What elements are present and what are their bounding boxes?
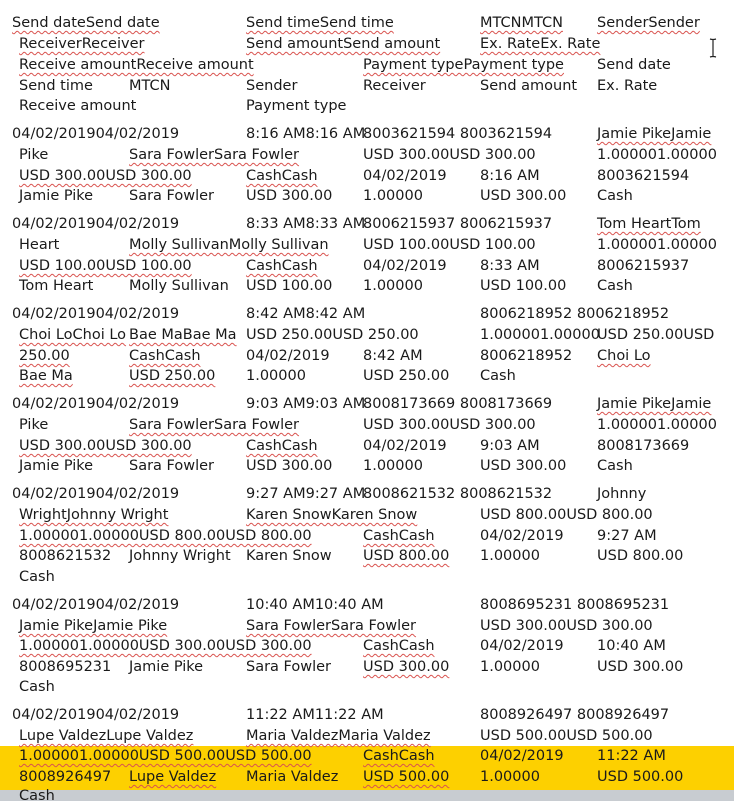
record-text: 04/02/201904/02/2019 bbox=[12, 486, 180, 502]
record-text: 1.000001.00000 bbox=[597, 417, 717, 433]
record-text: Pike bbox=[19, 417, 49, 433]
record-line bbox=[0, 657, 734, 678]
record-text: 9:03 AM bbox=[480, 438, 540, 454]
record-text: Jamie PikeJamie bbox=[597, 126, 712, 142]
record-text: CashCash bbox=[363, 748, 435, 764]
header-line bbox=[0, 76, 734, 97]
record-line bbox=[0, 436, 734, 457]
record-text: USD 250.00 bbox=[363, 368, 450, 384]
record-text: 8008173669 bbox=[597, 438, 690, 454]
record-text: Choi Lo bbox=[597, 348, 651, 364]
record-text: 8003621594 8003621594 bbox=[363, 126, 553, 142]
record-text: USD 800.00 bbox=[363, 548, 450, 564]
record-line bbox=[0, 256, 734, 277]
record-text: 04/02/201904/02/2019 bbox=[12, 126, 180, 142]
record-text: 10:40 AM10:40 AM bbox=[246, 597, 384, 613]
record-line bbox=[0, 166, 734, 187]
header-text: Receiver bbox=[363, 78, 426, 94]
record-text: 11:22 AM11:22 AM bbox=[246, 707, 384, 723]
record-text: USD 500.00 bbox=[363, 769, 450, 785]
record-line bbox=[0, 595, 734, 616]
record-text: Cash bbox=[597, 188, 633, 204]
record-line bbox=[0, 546, 734, 567]
record-line bbox=[0, 145, 734, 166]
record-text: USD 300.00 bbox=[246, 188, 333, 204]
header-text: Send date bbox=[597, 57, 671, 73]
record-line bbox=[0, 505, 734, 526]
record-text: USD 500.00USD 500.00 bbox=[480, 728, 653, 744]
record-text: 8006215937 bbox=[597, 258, 690, 274]
record-line bbox=[0, 567, 734, 588]
record-line bbox=[0, 304, 734, 325]
record-text: 04/02/2019 bbox=[363, 168, 447, 184]
record-text: Karen Snow bbox=[246, 548, 332, 564]
header-text: Send time bbox=[19, 78, 93, 94]
record-line bbox=[0, 276, 734, 297]
record-text: CashCash bbox=[246, 168, 318, 184]
record-text: 10:40 AM bbox=[597, 638, 666, 654]
record-text: USD 100.00USD 100.00 bbox=[19, 258, 192, 274]
record-text: Sara FowlerSara Fowler bbox=[129, 147, 300, 163]
record-text: 8006218952 bbox=[480, 348, 573, 364]
record-line bbox=[0, 746, 734, 767]
header-text: Send dateSend date bbox=[12, 15, 160, 31]
record-text: 04/02/2019 bbox=[363, 258, 447, 274]
i-beam-cursor-icon bbox=[708, 38, 718, 58]
record-text: 1.00000 bbox=[480, 659, 540, 675]
record-text: 1.00000 bbox=[363, 188, 423, 204]
record-text: Sara FowlerSara Fowler bbox=[246, 618, 417, 634]
header-text: Send amountSend amount bbox=[246, 36, 441, 52]
record-text: USD 100.00 bbox=[480, 278, 567, 294]
record-text: USD 100.00 bbox=[246, 278, 333, 294]
record-text: USD 250.00USD bbox=[597, 327, 715, 343]
record-text: 1.000001.00000 bbox=[480, 327, 600, 343]
record-text: Lupe ValdezLupe Valdez bbox=[19, 728, 194, 744]
record-text: Bae Ma bbox=[19, 368, 73, 384]
record-text: Sara Fowler bbox=[129, 188, 215, 204]
record-text: CashCash bbox=[363, 638, 435, 654]
record-text: USD 500.00 bbox=[597, 769, 684, 785]
record-text: 1.00000 bbox=[480, 548, 540, 564]
record-text: Johnny bbox=[597, 486, 647, 502]
record-text: 1.00000 bbox=[363, 278, 423, 294]
header-text: Receive amountReceive amount bbox=[19, 57, 254, 73]
record-text: USD 800.00 bbox=[597, 548, 684, 564]
record-text: Johnny Wright bbox=[129, 548, 231, 564]
record-text: 1.000001.00000 bbox=[597, 237, 717, 253]
record-line bbox=[0, 786, 734, 801]
record-text: 04/02/2019 bbox=[363, 438, 447, 454]
record-text: 8008695231 8008695231 bbox=[480, 597, 670, 613]
record-text: 8008926497 bbox=[19, 769, 112, 785]
header-text: Sender bbox=[246, 78, 298, 94]
record-text: 8006215937 8006215937 bbox=[363, 216, 553, 232]
record-text: 1.00000 bbox=[480, 769, 540, 785]
record-text: 1.000001.00000 bbox=[597, 147, 717, 163]
record-text: 1.000001.00000USD 500.00USD 500.00 bbox=[19, 748, 312, 764]
record-text: 04/02/201904/02/2019 bbox=[12, 396, 180, 412]
header-text: Ex. RateEx. Rate bbox=[480, 36, 601, 52]
record-text: USD 300.00 bbox=[363, 659, 450, 675]
record-line bbox=[0, 526, 734, 547]
record-line bbox=[0, 677, 734, 698]
record-line bbox=[0, 415, 734, 436]
record-text: USD 300.00USD 300.00 bbox=[363, 147, 536, 163]
record-text: 1.000001.00000USD 800.00USD 800.00 bbox=[19, 528, 312, 544]
record-text: 04/02/2019 bbox=[480, 528, 564, 544]
header-text: MTCNMTCN bbox=[480, 15, 563, 31]
record-text: 8008926497 8008926497 bbox=[480, 707, 670, 723]
record-text: Heart bbox=[19, 237, 60, 253]
record-text: CashCash bbox=[246, 258, 318, 274]
record-text: USD 250.00 bbox=[129, 368, 216, 384]
record-text: 8006218952 8006218952 bbox=[480, 306, 670, 322]
record-text: 04/02/201904/02/2019 bbox=[12, 707, 180, 723]
header-text: Ex. Rate bbox=[597, 78, 658, 94]
record-text: 8003621594 bbox=[597, 168, 690, 184]
record-text: 8:42 AM8:42 AM bbox=[246, 306, 366, 322]
header-text: SenderSender bbox=[597, 15, 700, 31]
record-text: USD 300.00USD 300.00 bbox=[363, 417, 536, 433]
record-text: 8:16 AM8:16 AM bbox=[246, 126, 366, 142]
record-text: 9:27 AM9:27 AM bbox=[246, 486, 366, 502]
record-text: Jamie PikeJamie Pike bbox=[19, 618, 168, 634]
record-text: 1.00000 bbox=[363, 458, 423, 474]
record-text: 8008695231 bbox=[19, 659, 112, 675]
header-text: MTCN bbox=[129, 78, 171, 94]
record-text: Bae MaBae Ma bbox=[129, 327, 237, 343]
record-text: Maria Valdez bbox=[246, 769, 339, 785]
header-text: Send amount bbox=[480, 78, 578, 94]
record-text: USD 300.00USD 300.00 bbox=[19, 168, 192, 184]
record-text: 04/02/2019 bbox=[480, 638, 564, 654]
record-line bbox=[0, 456, 734, 477]
record-text: Tom HeartTom bbox=[597, 216, 701, 232]
record-text: CashCash bbox=[129, 348, 201, 364]
record-line bbox=[0, 186, 734, 207]
record-text: Cash bbox=[19, 679, 55, 695]
record-text: Molly Sullivan bbox=[129, 278, 229, 294]
header-text: Receive amount bbox=[19, 98, 137, 114]
record-text: Jamie Pike bbox=[129, 659, 204, 675]
record-line bbox=[0, 214, 734, 235]
record-text: Cash bbox=[597, 458, 633, 474]
record-text: 9:27 AM bbox=[597, 528, 657, 544]
record-text: 04/02/201904/02/2019 bbox=[12, 306, 180, 322]
record-text: 8:33 AM bbox=[480, 258, 540, 274]
record-text: USD 300.00 bbox=[246, 458, 333, 474]
record-text: 04/02/2019 bbox=[480, 748, 564, 764]
record-text: Sara FowlerSara Fowler bbox=[129, 417, 300, 433]
record-text: 8008621532 bbox=[19, 548, 112, 564]
record-text: 8:33 AM8:33 AM bbox=[246, 216, 366, 232]
record-text: USD 300.00 bbox=[480, 458, 567, 474]
record-text: 1.000001.00000USD 300.00USD 300.00 bbox=[19, 638, 312, 654]
record-text: Jamie Pike bbox=[19, 458, 94, 474]
record-text: 8008173669 8008173669 bbox=[363, 396, 553, 412]
record-text: Pike bbox=[19, 147, 49, 163]
record-text: 1.00000 bbox=[246, 368, 306, 384]
record-text: Cash bbox=[19, 788, 55, 801]
header-line bbox=[0, 13, 734, 34]
record-text: Sara Fowler bbox=[246, 659, 332, 675]
record-text: USD 250.00USD 250.00 bbox=[246, 327, 419, 343]
record-text: Choi LoChoi Lo bbox=[19, 327, 127, 343]
record-line bbox=[0, 484, 734, 505]
record-line bbox=[0, 636, 734, 657]
record-text: USD 300.00 bbox=[597, 659, 684, 675]
record-text: WrightJohnny Wright bbox=[19, 507, 169, 523]
record-line bbox=[0, 235, 734, 256]
record-text: USD 300.00 bbox=[480, 188, 567, 204]
record-text: CashCash bbox=[363, 528, 435, 544]
record-line bbox=[0, 366, 734, 387]
header-text: Payment typePayment type bbox=[363, 57, 564, 73]
record-text: Karen SnowKaren Snow bbox=[246, 507, 418, 523]
record-text: 8:42 AM bbox=[363, 348, 423, 364]
record-text: Cash bbox=[597, 278, 633, 294]
record-text: 8008621532 8008621532 bbox=[363, 486, 553, 502]
header-text: Payment type bbox=[246, 98, 347, 114]
record-text: USD 300.00USD 300.00 bbox=[480, 618, 653, 634]
record-text: Molly SullivanMolly Sullivan bbox=[129, 237, 329, 253]
record-text: 8:16 AM bbox=[480, 168, 540, 184]
record-text: Cash bbox=[19, 569, 55, 585]
header-line bbox=[0, 96, 734, 117]
record-text: 04/02/2019 bbox=[246, 348, 330, 364]
header-text: ReceiverReceiver bbox=[19, 36, 145, 52]
record-text: Jamie Pike bbox=[19, 188, 94, 204]
record-text: Tom Heart bbox=[19, 278, 94, 294]
record-text: 9:03 AM9:03 AM bbox=[246, 396, 366, 412]
record-text: Lupe Valdez bbox=[129, 769, 217, 785]
record-text: 11:22 AM bbox=[597, 748, 666, 764]
header-text: Send timeSend time bbox=[246, 15, 394, 31]
record-line bbox=[0, 124, 734, 145]
record-text: Maria ValdezMaria Valdez bbox=[246, 728, 431, 744]
record-text: 04/02/201904/02/2019 bbox=[12, 216, 180, 232]
record-line bbox=[0, 616, 734, 637]
record-line bbox=[0, 325, 734, 346]
record-text: 250.00 bbox=[19, 348, 70, 364]
record-line bbox=[0, 767, 734, 788]
record-text: CashCash bbox=[246, 438, 318, 454]
header-line bbox=[0, 55, 734, 76]
record-text: Jamie PikeJamie bbox=[597, 396, 712, 412]
record-text: USD 100.00USD 100.00 bbox=[363, 237, 536, 253]
record-line bbox=[0, 346, 734, 367]
record-text: 04/02/201904/02/2019 bbox=[12, 597, 180, 613]
record-line bbox=[0, 394, 734, 415]
header-line bbox=[0, 34, 734, 55]
record-text: USD 300.00USD 300.00 bbox=[19, 438, 192, 454]
record-line bbox=[0, 726, 734, 747]
record-text: Sara Fowler bbox=[129, 458, 215, 474]
record-line bbox=[0, 705, 734, 726]
record-text: USD 800.00USD 800.00 bbox=[480, 507, 653, 523]
record-text: Cash bbox=[480, 368, 516, 384]
